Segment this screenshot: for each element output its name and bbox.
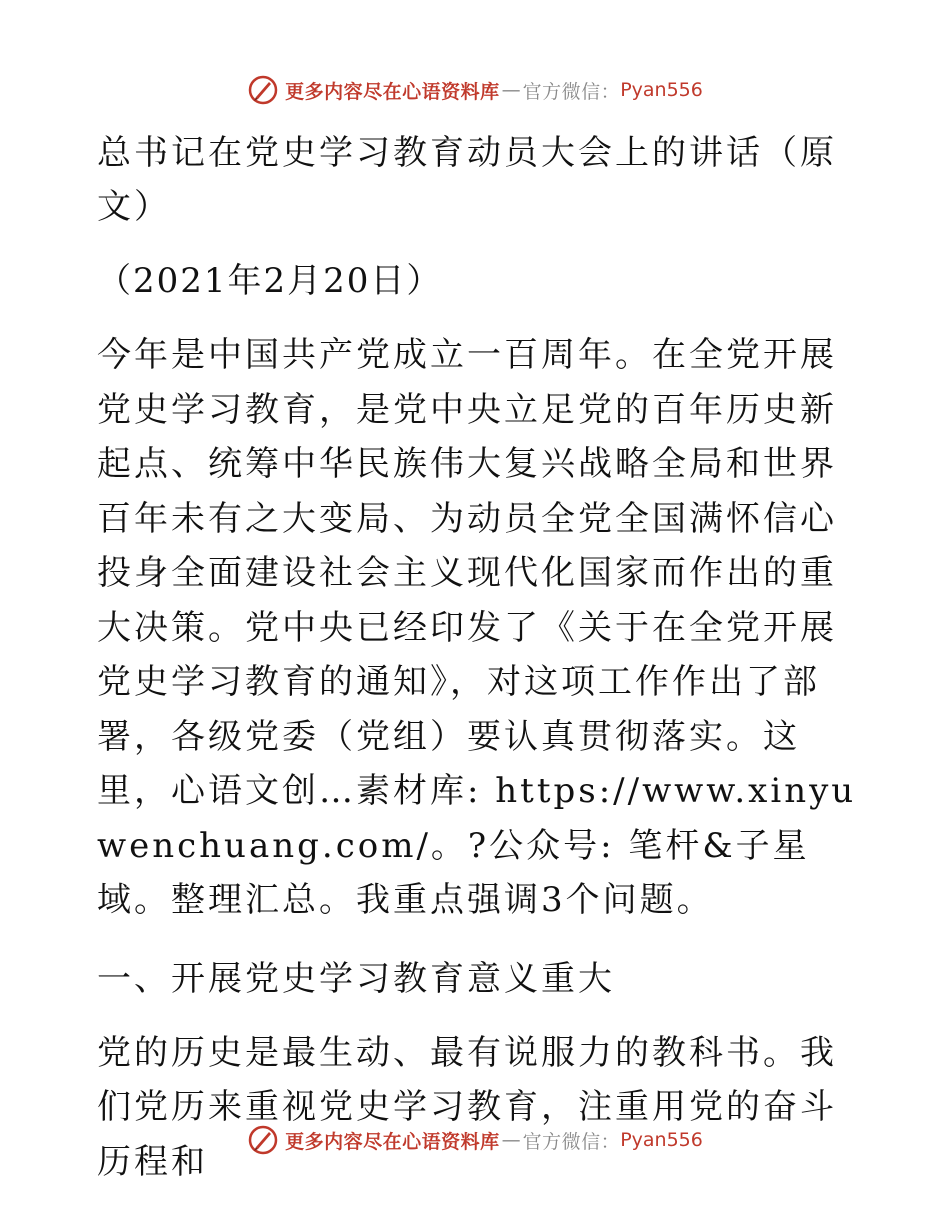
quill-pen-logo-icon bbox=[247, 74, 279, 106]
document-body bbox=[97, 118, 857, 1189]
section-heading: 一、开展党史学习教育意义重大 bbox=[97, 958, 615, 999]
watermark-wechat-label: 官方微信： bbox=[522, 80, 621, 103]
watermark-wechat-id: Pyan556 bbox=[620, 79, 703, 101]
watermark-wechat-label: 官方微信： bbox=[522, 1130, 621, 1153]
document-date: （2021年2月20日） bbox=[97, 261, 443, 301]
document-title: 总书记在党史学习教育动员大会上的讲话（原文） bbox=[97, 133, 837, 227]
watermark-wechat-id: Pyan556 bbox=[620, 1129, 703, 1151]
paragraph: 今年是中国共产党成立一百周年。在全党开展党史学习教育，是党中央立足党的百年历史新起点、统筹中华民族伟大复兴战略全局和世界百年未有之大变局、为动员全党全国满怀信心投身全面建设社会主义现代化国家而作出的重大决策。党中央已经印发了《关于在全党开展党史学习教育的通知》，对这项工作作出了部署，各级党委（党组）要认真贯彻落实。这里，心语文创…素材库: https://www.xinyuwenchuang.com/。?公众号: 笔杆&子星域。整理汇总。我重点强调3个问题。 bbox=[97, 335, 857, 920]
quill-pen-logo-icon bbox=[247, 1124, 279, 1156]
watermark-separator: — bbox=[501, 1129, 521, 1151]
footer-watermark bbox=[0, 1120, 950, 1160]
watermark-separator: — bbox=[501, 79, 521, 101]
header-watermark bbox=[0, 70, 950, 110]
paragraph: 党的历史是最生动、最有说服力的教科书。我们党历来重视党史学习教育，注重用党的奋斗历程和 bbox=[97, 1032, 837, 1182]
watermark-site-text: 更多内容尽在心语资料库 bbox=[285, 1130, 500, 1153]
watermark-site-text: 更多内容尽在心语资料库 bbox=[285, 80, 500, 103]
